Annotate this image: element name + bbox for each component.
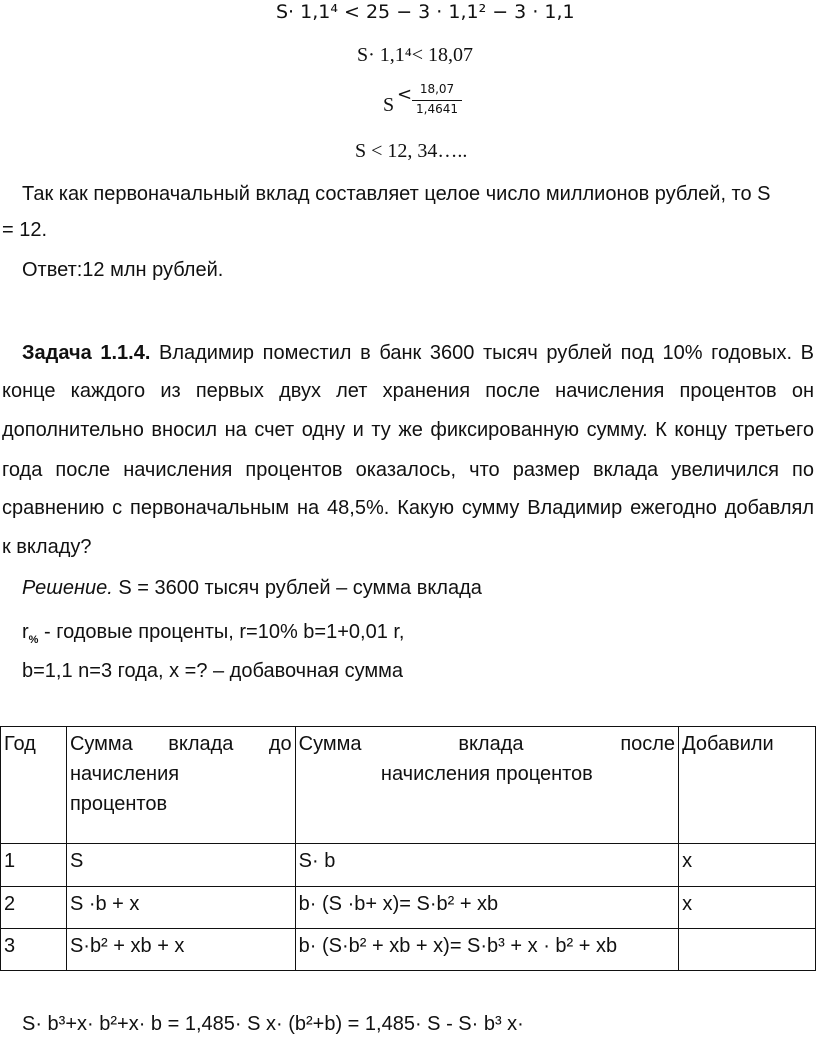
task-line-4: года после начисления процентов оказалось, что размер вклада увеличился по bbox=[2, 459, 814, 481]
formula-inequality-2: S· 1,1⁴< 18,07 bbox=[357, 44, 474, 66]
solution-line-1 bbox=[22, 577, 482, 600]
cell-added: x bbox=[679, 887, 816, 929]
task-line-2: конце каждого из первых двух лет хранения после начисления процентов он bbox=[2, 380, 814, 402]
deposit-table bbox=[0, 726, 816, 971]
formula-result: S < 12, 34….. bbox=[355, 140, 468, 162]
task-line-1 bbox=[22, 342, 814, 365]
formula-inequality-1: S· 1,1⁴ < 25 − 3 · 1,1² − 3 · 1,1 bbox=[276, 1, 575, 23]
solution-line-2-text: - годовые проценты, r=10% b=1+0,01 r, bbox=[38, 621, 405, 643]
task-line-5: сравнению с первоначальным на 48,5%. Какую сумму Владимир ежегодно добавлял bbox=[2, 497, 814, 519]
final-equation-line: S· b³+x· b²+x· b = 1,485· S x· (b²+b) = 1,485· S - S· b³ x· bbox=[22, 1013, 524, 1035]
solution-line-1-text: S = 3600 тысяч рублей – сумма вклада bbox=[112, 577, 482, 599]
paragraph-conclusion-line2: = 12. bbox=[2, 219, 48, 241]
solution-line-2 bbox=[22, 621, 405, 646]
cell-year: 3 bbox=[1, 929, 67, 971]
formula-s: S bbox=[383, 94, 395, 116]
task-line-3: дополнительно вносил на счет одну и ту же фиксированную сумму. К концу третьего bbox=[2, 419, 814, 441]
task-title: Задача 1.1.4. bbox=[22, 342, 151, 364]
solution-label: Решение. bbox=[22, 577, 113, 599]
header-added: Добавили bbox=[679, 727, 816, 844]
answer-line: Ответ:12 млн рублей. bbox=[22, 259, 224, 281]
header-sum-after-line2: начисления процентов bbox=[380, 763, 593, 785]
cell-year: 2 bbox=[1, 887, 67, 929]
cell-sum-after: b· (S ·b+ x)= S·b² + xb bbox=[295, 887, 678, 929]
table-row bbox=[1, 929, 816, 971]
formula-less-than: < bbox=[397, 84, 413, 105]
paragraph-conclusion-line1: Так как первоначальный вклад составляет целое число миллионов рублей, то S bbox=[22, 183, 771, 205]
table-header-row bbox=[1, 727, 816, 844]
cell-sum-before: S·b² + xb + x bbox=[66, 929, 295, 971]
solution-r-subscript: % bbox=[28, 634, 39, 646]
solution-line-3: b=1,1 n=3 года, x =? – добавочная сумма bbox=[22, 660, 404, 682]
header-sum-before-line3: процентов bbox=[69, 793, 168, 815]
cell-year: 1 bbox=[1, 844, 67, 887]
solution-r: r bbox=[22, 621, 29, 643]
task-line-6: к вкладу? bbox=[2, 536, 92, 558]
fraction-bar bbox=[412, 100, 462, 101]
cell-sum-before: S bbox=[66, 844, 295, 887]
table-row bbox=[1, 844, 816, 887]
cell-sum-after: S· b bbox=[295, 844, 678, 887]
fraction-numerator: 18,07 bbox=[419, 82, 455, 96]
header-sum-after-line1: Сумма вклада после bbox=[298, 733, 676, 755]
cell-added: x bbox=[679, 844, 816, 887]
header-sum-before bbox=[66, 727, 295, 844]
header-year: Год bbox=[1, 727, 67, 844]
cell-sum-before: S ·b + x bbox=[66, 887, 295, 929]
table-row bbox=[1, 887, 816, 929]
task-line-1-text: Владимир поместил в банк 3600 тысяч рублей под 10% годовых. В bbox=[159, 342, 814, 364]
fraction-denominator: 1,4641 bbox=[416, 102, 458, 116]
cell-sum-after: b· (S·b² + xb + x)= S·b³ + x · b² + xb bbox=[295, 929, 678, 971]
header-sum-before-line2: начисления bbox=[69, 763, 180, 785]
cell-added bbox=[679, 929, 816, 971]
header-sum-before-line1: Сумма вклада до bbox=[69, 733, 292, 755]
header-sum-after bbox=[295, 727, 678, 844]
